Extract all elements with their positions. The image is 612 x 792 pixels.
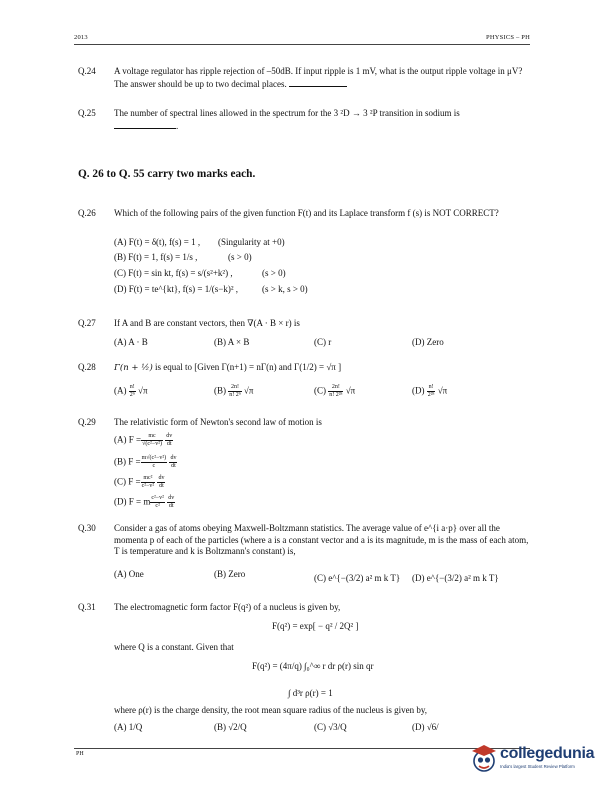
question-text: A voltage regulator has ripple rejection of –50dB. If input ripple is 1 mV, what is the output ripple voltage in μV? The answer should be up to two decimal places. xyxy=(114,66,523,89)
option-b-note: (s > 0) xyxy=(228,252,252,262)
question-number: Q.29 xyxy=(78,417,96,427)
option-b: (B) A × B xyxy=(214,337,250,347)
footer-divider xyxy=(74,748,530,749)
option-d: (D) $\frac{n!}{\text{2²ⁿ}}$ √π xyxy=(412,384,448,398)
option-d: (D) e^{−(3/2) a² m k T} xyxy=(412,573,499,583)
question-text: Consider a gas of atoms obeying Maxwell-Boltzmann statistics. The average value of e^{i a·p} over all the momenta p of each of the particles (where a is a constant vector and a is its magnitude, m is the mass of each atom, T is temperature and k is Boltzmann's constant) is, xyxy=(114,523,529,556)
brand-tagline: India's largest Student Review Platform xyxy=(500,764,575,769)
option-d-note: (s > k, s > 0) xyxy=(262,284,308,294)
question-text: The electromagnetic form factor F(q²) of a nucleus is given by, xyxy=(114,602,341,612)
question-text: The number of spectral lines allowed in the spectrum for the 3 ²D → 3 ²P transition in sodium is . xyxy=(114,108,460,131)
brand-name: collegedunia xyxy=(500,745,595,762)
option-b: (B) F(t) = 1, f(s) = 1/s , xyxy=(114,252,198,262)
option-a: (A) F(t) = δ(t), f(s) = 1 , xyxy=(114,237,201,247)
option-c: (C) F = $\frac{\text{mc²}}{\text{c²−v²}}$ $\frac{dv}{dt}$ xyxy=(114,475,165,489)
header-year: 2013 xyxy=(74,34,88,41)
option-b: (B) Zero xyxy=(214,569,246,579)
question-text: Which of the following pairs of the given function F(t) and its Laplace transform f (s) is NOT CORRECT? xyxy=(114,208,499,218)
option-a: (A) A · B xyxy=(114,337,148,347)
charge-density-text: where ρ(r) is the charge density, the root mean square radius of the nucleus is given by, xyxy=(114,705,428,715)
answer-blank xyxy=(114,120,176,129)
header-subject: PHYSICS – PH xyxy=(486,34,530,41)
option-a-note: (Singularity at +0) xyxy=(218,237,285,247)
option-c: (C) $\frac{2n!}{\text{n! 2²ⁿ}}$ √π xyxy=(314,384,356,398)
header-divider xyxy=(74,44,530,45)
question-number: Q.27 xyxy=(78,318,96,328)
form-factor-equation: F(q²) = exp[ − q² / 2Q² ] xyxy=(272,621,359,631)
option-d: (D) √6/ xyxy=(412,722,439,732)
option-c: (C) √3/Q xyxy=(314,722,347,732)
footer-code: PH xyxy=(76,751,84,757)
option-d: (D) F(t) = te^{kt}, f(s) = 1/(s−k)² , xyxy=(114,284,239,294)
question-text: Γ(n + ½) is equal to [Given Γ(n+1) = nΓ(n) and Γ(1/2) = √π ] xyxy=(114,362,342,373)
option-b: (B) $\frac{2n!}{\text{n! 2ⁿ}}$ √π xyxy=(214,384,254,398)
option-c: (C) e^{−(3/2) a² m k T} xyxy=(314,573,401,583)
question-number: Q.30 xyxy=(78,523,96,533)
option-d: (D) F = m $\frac{\text{c²−v²}}{\text{c²}}$ $\frac{dv}{dt}$ xyxy=(114,495,175,509)
option-d: (D) Zero xyxy=(412,337,444,347)
normalization-equation: ∫ d³r ρ(r) = 1 xyxy=(288,688,333,698)
question-number: Q.25 xyxy=(78,108,96,118)
question-number: Q.24 xyxy=(78,66,96,76)
option-b: (B) F = $\frac{\text{m√(c²−v²)}}{c}$ $\frac{dv}{dt}$ xyxy=(114,455,177,469)
option-a: (A) F = $\frac{mc}{\text{√(c²−v²)}}$ $\frac{dv}{dt}$ xyxy=(114,433,173,447)
option-a: (A) 1/Q xyxy=(114,722,143,732)
question-number: Q.31 xyxy=(78,602,96,612)
gamma-expression: Γ(n + ½) xyxy=(114,363,153,373)
question-text: If A and B are constant vectors, then ∇(A · B × r) is xyxy=(114,318,300,328)
option-c-note: (s > 0) xyxy=(262,268,286,278)
question-number: Q.26 xyxy=(78,208,96,218)
option-b: (B) √2/Q xyxy=(214,722,247,732)
option-c: (C) r xyxy=(314,337,332,347)
option-a: (A) $\frac{n!}{\text{2ⁿ}}$ √π xyxy=(114,384,148,398)
option-c: (C) F(t) = sin kt, f(s) = s/(s²+k²) , xyxy=(114,268,233,278)
question-text: The relativistic form of Newton's second law of motion is xyxy=(114,417,322,427)
section-heading: Q. 26 to Q. 55 carry two marks each. xyxy=(78,168,256,180)
option-a: (A) One xyxy=(114,569,144,579)
question-number: Q.28 xyxy=(78,362,96,372)
fourier-equation: F(q²) = (4π/q) ∫₀^∞ r dr ρ(r) sin qr xyxy=(252,661,374,671)
answer-blank xyxy=(289,78,347,87)
given-text: where Q is a constant. Given that xyxy=(114,642,234,652)
